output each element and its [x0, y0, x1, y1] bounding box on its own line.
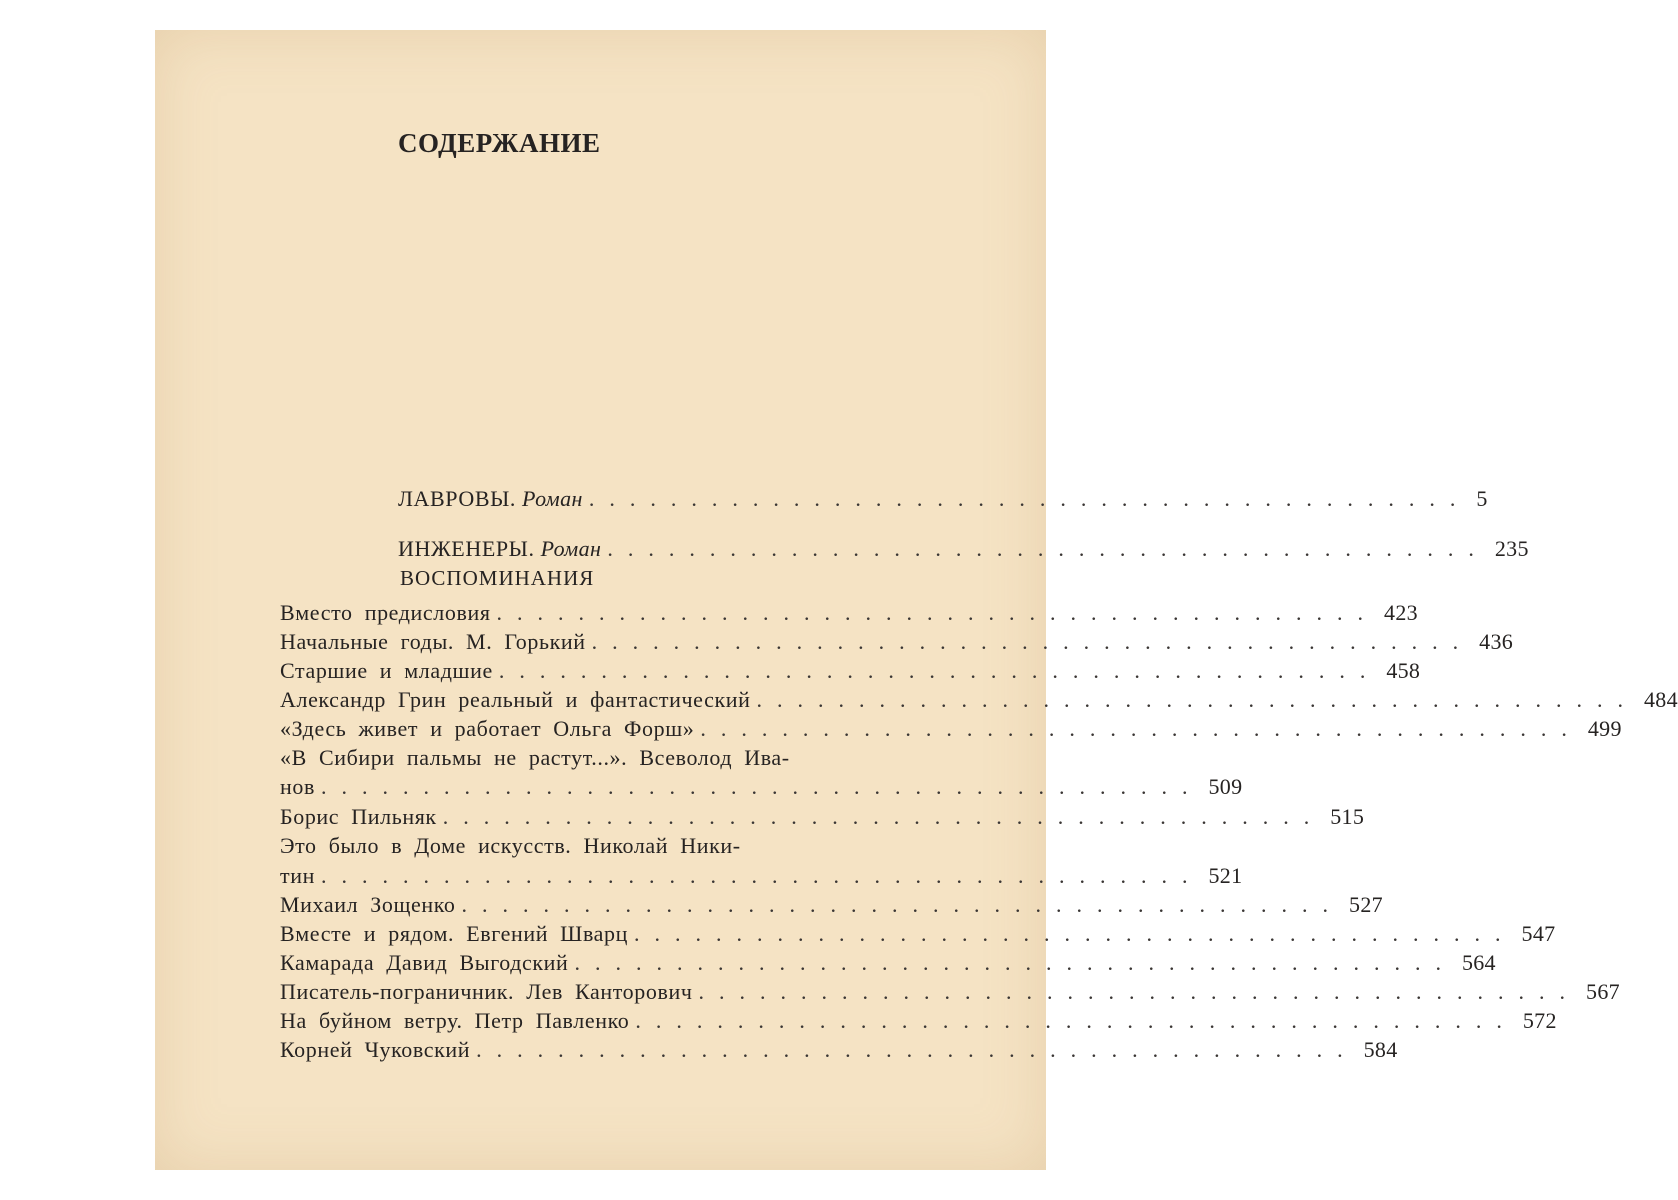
entry-page-number: 515 [1330, 804, 1365, 829]
entry-page-number: 484 [1644, 687, 1678, 712]
toc-entry-memoir [280, 658, 1421, 684]
toc-entry-memoir [280, 629, 1514, 655]
dot-leader: ........................................... [574, 950, 1456, 975]
entry-title-line2: нов [280, 774, 315, 799]
dot-leader: ........................................... [756, 687, 1638, 712]
entry-page-number: 527 [1349, 892, 1383, 917]
toc-entry-memoir [280, 774, 1243, 800]
toc-entry-memoir [280, 921, 1556, 947]
toc-entry-memoir [280, 863, 1243, 889]
entry-page-number: 572 [1522, 1008, 1557, 1033]
entry-page-number: 521 [1208, 863, 1243, 888]
dot-leader: ........................................... [461, 892, 1344, 917]
entry-title: ЛАВРОВЫ. [398, 486, 517, 511]
entry-page-number: 584 [1363, 1037, 1398, 1062]
entry-title: На буйном ветру. Петр Павленко [280, 1008, 630, 1033]
entry-title: Вместо предисловия [280, 600, 491, 625]
entry-title: Начальные годы. М. Горький [280, 629, 586, 654]
toc-entry-memoir [280, 1008, 1557, 1034]
dot-leader: ........................................... [476, 1037, 1358, 1062]
dot-leader: ........................................... [320, 774, 1203, 799]
entry-title-line1: Это было в Доме искусств. Николай Ники- [280, 833, 741, 858]
entry-page-number: 5 [1476, 486, 1488, 511]
dot-leader: ........................................... [320, 863, 1203, 888]
entry-genre: Роман [540, 536, 602, 561]
dot-leader: ........................................... [591, 629, 1474, 654]
entry-title: Вместе и рядом. Евгений Шварц [280, 921, 629, 946]
toc-entry-memoir [280, 804, 1365, 830]
toc-entry-memoir [280, 979, 1620, 1005]
dot-leader: ........................................... [442, 804, 1325, 829]
toc-entry-memoir [280, 716, 1622, 742]
toc-entry-novel [398, 536, 1529, 562]
entry-page-number: 564 [1461, 950, 1496, 975]
entry-page-number: 436 [1479, 629, 1514, 654]
entry-title: Михаил Зощенко [280, 892, 456, 917]
entry-page-number: 499 [1587, 716, 1622, 741]
entry-page-number: 567 [1586, 979, 1620, 1004]
toc-entry-memoir [280, 1037, 1398, 1063]
entry-page-number: 547 [1521, 921, 1556, 946]
entry-genre: Роман [522, 486, 583, 511]
book-page [155, 30, 1678, 1170]
entry-title: Корней Чуковский [280, 1037, 471, 1062]
toc-entry-memoir [280, 950, 1496, 976]
toc-entry-novel [398, 486, 1488, 512]
dot-leader: ........................................... [588, 486, 1471, 511]
entry-title: Старшие и младшие [280, 658, 493, 683]
entry-title-line1: «В Сибири пальмы не растут...». Всеволод Ива- [280, 745, 790, 770]
entry-title: ИНЖЕНЕРЫ. [398, 536, 535, 561]
dot-leader: ........................................... [700, 716, 1582, 741]
toc-entry-memoir [280, 892, 1383, 918]
entry-title: «Здесь живет и работает Ольга Форш» [280, 716, 695, 741]
entry-title: Писатель-пограничник. Лев Канторович [280, 979, 693, 1004]
dot-leader: ........................................... [498, 658, 1381, 683]
entry-page-number: 235 [1494, 536, 1529, 561]
dot-leader: ........................................... [698, 979, 1581, 1004]
contents-heading: СОДЕРЖАНИЕ [398, 128, 601, 158]
dot-leader: ........................................... [635, 1008, 1517, 1033]
dot-leader: ........................................... [607, 536, 1489, 561]
dot-leader: ........................................... [496, 600, 1379, 625]
entry-title-line2: тин [280, 863, 315, 888]
entry-title: Александр Грин реальный и фантастический [280, 687, 751, 712]
toc-entry-memoir [280, 687, 1678, 713]
memoirs-heading: ВОСПОМИНАНИЯ [400, 566, 595, 590]
entry-page-number: 509 [1208, 774, 1243, 799]
entry-title: Борис Пильняк [280, 804, 437, 829]
entry-title: Камарада Давид Выгодский [280, 950, 569, 975]
dot-leader: ........................................... [634, 921, 1516, 946]
toc-entry-memoir [280, 600, 1418, 626]
entry-page-number: 458 [1386, 658, 1421, 683]
entry-page-number: 423 [1384, 600, 1418, 625]
